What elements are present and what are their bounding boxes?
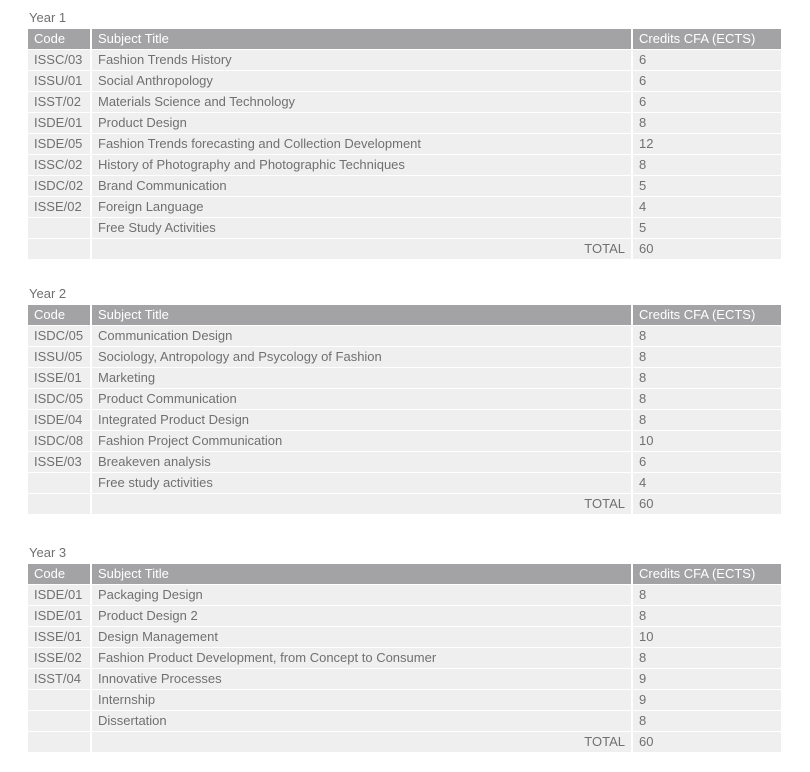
subject-credits: 8	[633, 155, 781, 175]
table-row	[28, 452, 781, 472]
table-row	[28, 71, 781, 91]
total-code-cell	[28, 494, 92, 514]
table-row	[28, 711, 781, 731]
subject-title: Product Design 2	[92, 606, 633, 626]
subject-code: ISDC/05	[28, 389, 92, 409]
year-1-section	[28, 9, 781, 260]
table-row	[28, 585, 781, 605]
total-label: TOTAL	[92, 494, 633, 514]
total-label: TOTAL	[92, 732, 633, 752]
column-header-code: Code	[28, 305, 92, 325]
table-row	[28, 155, 781, 175]
subject-credits: 10	[633, 431, 781, 451]
table-row	[28, 606, 781, 626]
subject-code: ISSC/03	[28, 50, 92, 70]
subject-title: Integrated Product Design	[92, 410, 633, 430]
subject-code: ISSE/03	[28, 452, 92, 472]
subject-code: ISDE/01	[28, 585, 92, 605]
total-code-cell	[28, 732, 92, 752]
table-row	[28, 389, 781, 409]
table-row	[28, 669, 781, 689]
subject-credits: 8	[633, 389, 781, 409]
table-row	[28, 473, 781, 493]
subject-title: Dissertation	[92, 711, 633, 731]
subject-code: ISDC/05	[28, 326, 92, 346]
subject-code: ISDE/01	[28, 113, 92, 133]
subject-credits: 5	[633, 176, 781, 196]
subject-title: Free Study Activities	[92, 218, 633, 238]
subject-code: ISDE/01	[28, 606, 92, 626]
subject-code: ISSU/01	[28, 71, 92, 91]
subject-code: ISSE/01	[28, 627, 92, 647]
subject-code	[28, 218, 92, 238]
subject-title: Fashion Trends forecasting and Collection Development	[92, 134, 633, 154]
subject-credits: 8	[633, 326, 781, 346]
subject-title: Packaging Design	[92, 585, 633, 605]
subject-credits: 9	[633, 669, 781, 689]
subject-title: Product Design	[92, 113, 633, 133]
subject-credits: 8	[633, 606, 781, 626]
subject-credits: 8	[633, 347, 781, 367]
subject-code: ISST/02	[28, 92, 92, 112]
subject-credits: 12	[633, 134, 781, 154]
subject-credits: 5	[633, 218, 781, 238]
subject-title: Fashion Project Communication	[92, 431, 633, 451]
year-title: Year 3	[29, 545, 67, 560]
year-title: Year 2	[29, 286, 67, 301]
column-header-credits: Credits CFA (ECTS)	[633, 29, 781, 49]
subject-title: Design Management	[92, 627, 633, 647]
subject-code	[28, 711, 92, 731]
subject-code: ISDE/05	[28, 134, 92, 154]
table-row	[28, 648, 781, 668]
table-row	[28, 627, 781, 647]
column-header-code: Code	[28, 29, 92, 49]
table-row	[28, 326, 781, 346]
curriculum-table	[28, 28, 781, 260]
table-row	[28, 176, 781, 196]
table-row	[28, 134, 781, 154]
table-row	[28, 50, 781, 70]
subject-title: History of Photography and Photographic Techniques	[92, 155, 633, 175]
subject-credits: 8	[633, 410, 781, 430]
column-header-code: Code	[28, 564, 92, 584]
subject-credits: 8	[633, 113, 781, 133]
subject-title: Marketing	[92, 368, 633, 388]
subject-credits: 10	[633, 627, 781, 647]
table-row	[28, 368, 781, 388]
total-row	[28, 494, 781, 514]
subject-title: Sociology, Antropology and Psycology of Fashion	[92, 347, 633, 367]
total-credits: 60	[633, 494, 781, 514]
subject-credits: 4	[633, 473, 781, 493]
subject-title: Product Communication	[92, 389, 633, 409]
column-header-subject-title: Subject Title	[92, 305, 633, 325]
subject-credits: 8	[633, 711, 781, 731]
subject-code: ISST/04	[28, 669, 92, 689]
subject-credits: 6	[633, 92, 781, 112]
curriculum-table	[28, 563, 781, 753]
subject-title: Innovative Processes	[92, 669, 633, 689]
table-row	[28, 113, 781, 133]
subject-title: Communication Design	[92, 326, 633, 346]
subject-credits: 6	[633, 71, 781, 91]
subject-title: Breakeven analysis	[92, 452, 633, 472]
subject-credits: 8	[633, 648, 781, 668]
table-row	[28, 431, 781, 451]
subject-code	[28, 473, 92, 493]
subject-title: Free study activities	[92, 473, 633, 493]
column-header-subject-title: Subject Title	[92, 564, 633, 584]
total-credits: 60	[633, 239, 781, 259]
total-row	[28, 732, 781, 752]
subject-code: ISSE/02	[28, 197, 92, 217]
subject-credits: 8	[633, 368, 781, 388]
year-title: Year 1	[29, 10, 67, 25]
subject-title: Internship	[92, 690, 633, 710]
column-header-credits: Credits CFA (ECTS)	[633, 564, 781, 584]
subject-code: ISSE/01	[28, 368, 92, 388]
table-row	[28, 690, 781, 710]
subject-title: Social Anthropology	[92, 71, 633, 91]
table-row	[28, 92, 781, 112]
subject-code	[28, 690, 92, 710]
table-row	[28, 197, 781, 217]
table-row	[28, 218, 781, 238]
subject-code: ISSC/02	[28, 155, 92, 175]
subject-title: Materials Science and Technology	[92, 92, 633, 112]
subject-credits: 6	[633, 452, 781, 472]
subject-code: ISSE/02	[28, 648, 92, 668]
subject-code: ISDE/04	[28, 410, 92, 430]
subject-code: ISDC/02	[28, 176, 92, 196]
subject-title: Fashion Product Development, from Concept to Consumer	[92, 648, 633, 668]
table-header-row	[28, 29, 781, 49]
subject-code: ISSU/05	[28, 347, 92, 367]
subject-credits: 4	[633, 197, 781, 217]
total-row	[28, 239, 781, 259]
column-header-subject-title: Subject Title	[92, 29, 633, 49]
column-header-credits: Credits CFA (ECTS)	[633, 305, 781, 325]
subject-title: Fashion Trends History	[92, 50, 633, 70]
subject-credits: 6	[633, 50, 781, 70]
curriculum-table	[28, 304, 781, 515]
subject-code: ISDC/08	[28, 431, 92, 451]
total-credits: 60	[633, 732, 781, 752]
subject-credits: 9	[633, 690, 781, 710]
year-2-section	[28, 285, 781, 515]
total-code-cell	[28, 239, 92, 259]
table-header-row	[28, 305, 781, 325]
table-header-row	[28, 564, 781, 584]
table-row	[28, 410, 781, 430]
table-row	[28, 347, 781, 367]
subject-title: Foreign Language	[92, 197, 633, 217]
year-3-section	[28, 544, 781, 753]
subject-title: Brand Communication	[92, 176, 633, 196]
subject-credits: 8	[633, 585, 781, 605]
total-label: TOTAL	[92, 239, 633, 259]
